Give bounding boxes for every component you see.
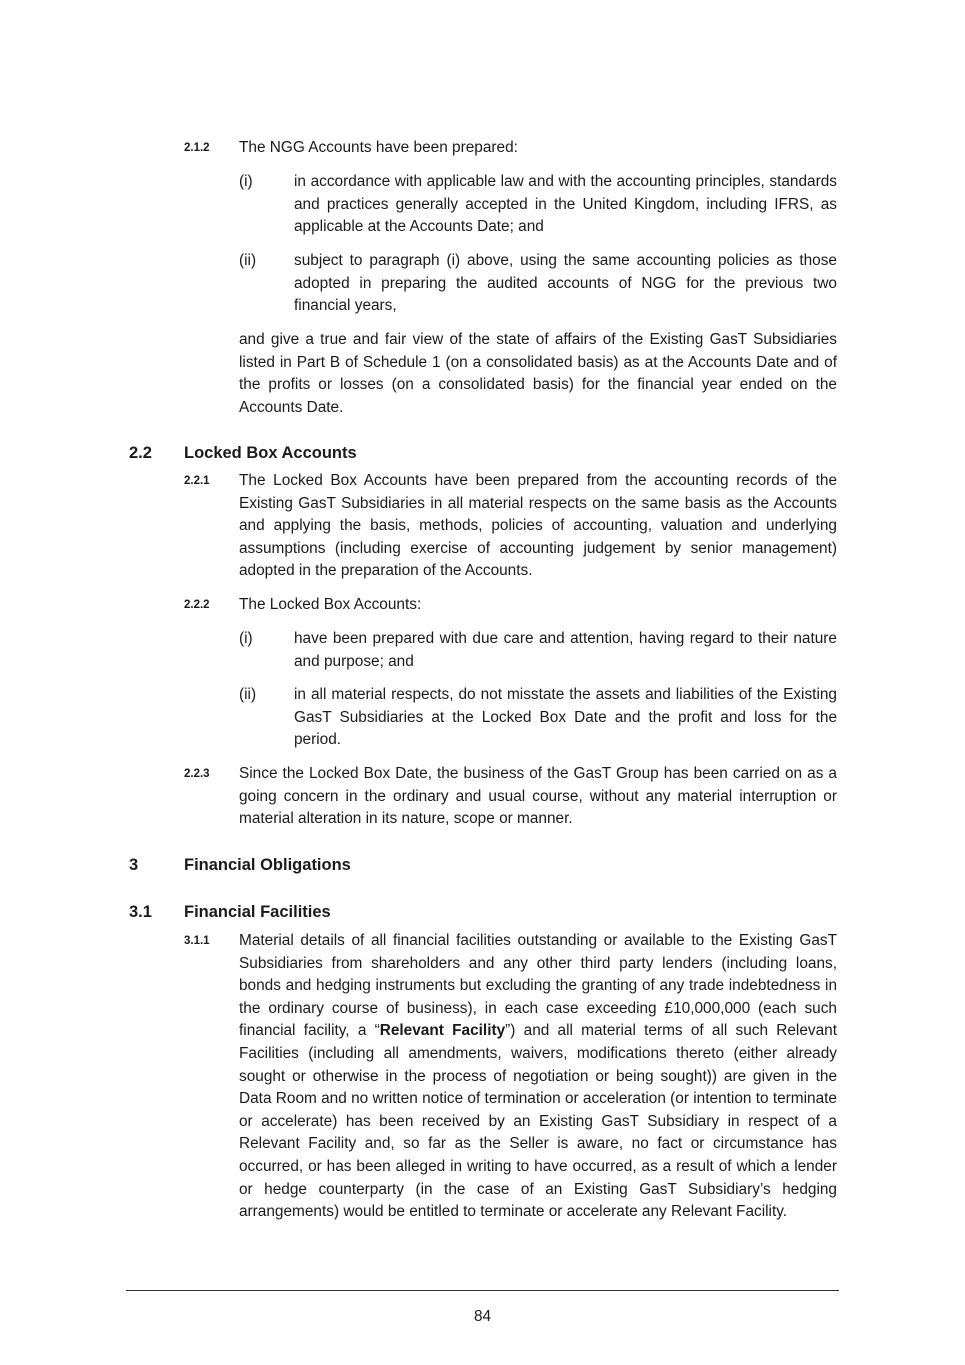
section-title-3-1: Financial Facilities	[184, 903, 331, 921]
clause-3-1-1-text-after: ”) and all material terms of all such Relevant Facilities (including all amendments, waivers, modifications thereto (either already sought or otherwise in the process of negotiation or being sought)) are given in the Data Room and no written notice of termination or acceleration (or intention to terminate or accelerate) has been received by an Existing GasT Subsidiary in respect of a Relevant Facility and, so far as the Seller is aware, no fact or circumstance has occurred, or has been alleged in writing to have occurred, as a result of which a lender or hedge counterparty (in the case of an Existing GasT Subsidiary’s hedging arrangements) would be entitled to terminate or accelerate any Relevant Facility.	[239, 1022, 837, 1221]
clause-2-2-2-lead: The Locked Box Accounts:	[239, 596, 422, 613]
clause-3-1-1-text-before: Material details of all financial facilities outstanding or available to the Existing GasT Subsidiaries from shareholders and any other third party lenders (including loans, bonds and hedging instruments but excluding the granting of any trade indebtedness in the ordinary course of business), in each case exceeding £10,000,000 (each such financial facility, a “	[239, 932, 837, 1040]
item-label-2-1-2-ii: (ii)	[239, 252, 257, 269]
item-text-2-2-2-ii: in all material respects, do not misstate the assets and liabilities of the Existing GasT Subsidiaries at the Locked Box Date and the profit and loss for the period.	[294, 686, 837, 749]
item-text-2-2-2-i: have been prepared with due care and attention, having regard to their nature and purpose; and	[294, 630, 837, 670]
clause-2-1-2-tail: and give a true and fair view of the state of affairs of the Existing GasT Subsidiaries listed in Part B of Schedule 1 (on a consolidated basis) as at the Accounts Date and of the profits or losses (on a consolidated basis) for the financial year ended on the Accounts Date.	[239, 331, 837, 416]
page-number: 84	[473, 1308, 492, 1325]
item-label-2-2-2-ii: (ii)	[239, 686, 257, 703]
item-label-2-1-2-i: (i)	[239, 173, 253, 190]
section-number-3: 3	[129, 856, 139, 874]
section-title-2-2: Locked Box Accounts	[184, 444, 357, 462]
item-label-2-2-2-i: (i)	[239, 630, 253, 647]
clause-2-2-1-text: The Locked Box Accounts have been prepared from the accounting records of the Existing GasT Subsidiaries in all material respects on the same basis as the Accounts and applying the basis, methods, policies of accounting, valuation and underlying assumptions (including exercise of accounting judgement by senior management) adopted in the preparation of the Accounts.	[239, 472, 837, 580]
clause-number-2-2-1: 2.2.1	[184, 475, 210, 487]
clause-3-1-1-text	[239, 930, 837, 1224]
clause-2-1-2-lead: The NGG Accounts have been prepared:	[239, 139, 518, 156]
section-number-2-2: 2.2	[129, 444, 152, 462]
clause-number-2-2-2: 2.2.2	[184, 599, 210, 611]
section-title-3: Financial Obligations	[184, 856, 351, 874]
clause-number-2-1-2: 2.1.2	[184, 142, 210, 154]
footer-divider	[126, 1290, 839, 1291]
defined-term-relevant-facility: Relevant Facility	[379, 1022, 506, 1040]
clause-2-2-3-text: Since the Locked Box Date, the business of the GasT Group has been carried on as a going concern in the ordinary and usual course, without any material interruption or material alteration in its nature, scope or manner.	[239, 765, 837, 828]
clause-number-2-2-3: 2.2.3	[184, 768, 210, 780]
clause-number-3-1-1: 3.1.1	[184, 935, 210, 947]
section-number-3-1: 3.1	[129, 903, 152, 921]
item-text-2-1-2-i: in accordance with applicable law and with the accounting principles, standards and practices generally accepted in the United Kingdom, including IFRS, as applicable at the Accounts Date; and	[294, 173, 837, 236]
item-text-2-1-2-ii: subject to paragraph (i) above, using the same accounting policies as those adopted in preparing the audited accounts of NGG for the previous two financial years,	[294, 252, 837, 315]
